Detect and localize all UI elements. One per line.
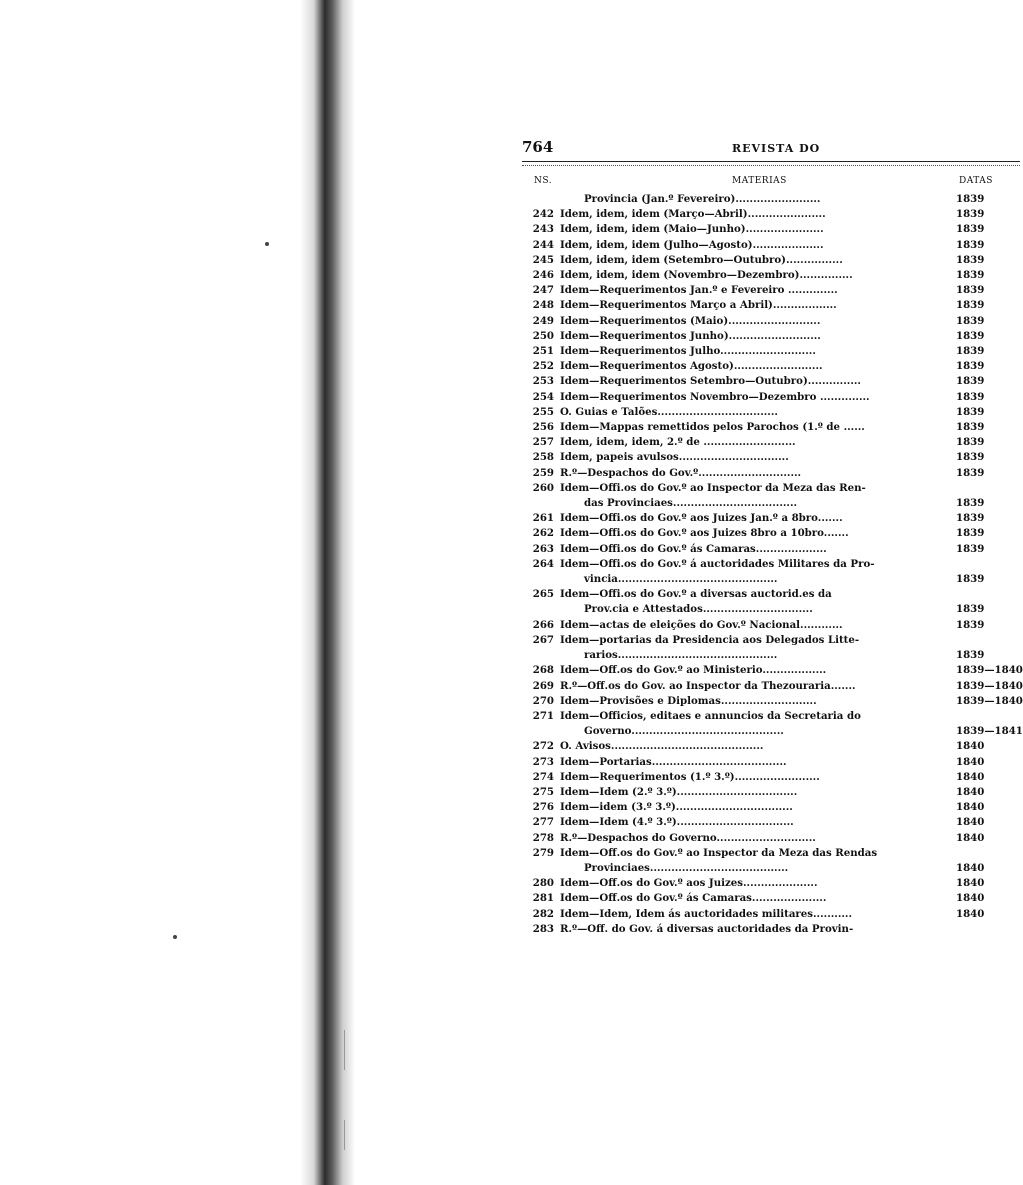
- page-header: [522, 138, 1020, 160]
- list-item: [522, 800, 1020, 815]
- entry-number: [522, 192, 560, 207]
- entry-text: Idem—Requerimentos (1.º 3.º)........................: [560, 770, 820, 783]
- list-item: [522, 679, 1023, 694]
- entry-number: [522, 496, 560, 511]
- entry-date: 1840: [956, 816, 985, 829]
- entry-text: Idem, idem, idem (Março—Abril)......................: [560, 208, 826, 221]
- entry-number: 268: [532, 664, 554, 677]
- entry-date: 1839: [956, 284, 985, 297]
- entry-number: [522, 724, 560, 739]
- entry-text: Idem—Offi.os do Gov.º á auctoridades Militares da Pro-: [560, 557, 875, 570]
- entry-date: 1839: [956, 329, 985, 342]
- entry-text: Idem—idem (3.º 3.º).................................: [560, 801, 793, 814]
- list-item: [522, 755, 1020, 770]
- entry-text: Idem, idem, idem, 2.º de ..........................: [560, 436, 796, 449]
- entry-text: Idem, idem, idem (Maio—Junho)......................: [560, 223, 824, 236]
- entry-date: 1839: [956, 527, 985, 540]
- entry-text: Provinciaes.......................................: [584, 861, 789, 874]
- list-item: [522, 192, 1020, 207]
- list-item: [522, 633, 1020, 648]
- list-item: [522, 344, 1020, 359]
- entry-text: Idem—portarias da Presidencia aos Delegados Litte-: [560, 633, 860, 646]
- entry-date: [916, 557, 956, 572]
- column-header-materias: MATERIAS: [732, 176, 787, 186]
- entry-date: 1839: [956, 390, 985, 403]
- entry-text: Idem, idem, idem (Julho—Agosto)....................: [560, 238, 824, 251]
- list-item: [522, 450, 1020, 465]
- entry-text: Idem—Idem (2.º 3.º)..................................: [560, 785, 798, 798]
- entry-date: 1839: [956, 345, 985, 358]
- page-number: 764: [522, 138, 554, 156]
- entry-date: 1839: [956, 542, 985, 555]
- entry-date: 1839—1841: [956, 725, 1023, 738]
- list-item: [522, 542, 1020, 557]
- entry-number: 267: [532, 633, 554, 646]
- list-item: [522, 268, 1020, 283]
- list-item: [522, 907, 1020, 922]
- list-item: [522, 663, 1023, 678]
- entry-text: R.º—Off.os do Gov. ao Inspector da Thezouraria.......: [560, 679, 856, 692]
- entry-number: 266: [532, 618, 554, 631]
- entry-number: [522, 648, 560, 663]
- entry-number: 262: [532, 527, 554, 540]
- entry-text: R.º—Off. do Gov. á diversas auctoridades da Provin-: [560, 922, 854, 935]
- entry-date: [916, 587, 956, 602]
- entry-date: 1840: [956, 740, 985, 753]
- entry-date: 1839: [956, 360, 985, 373]
- book-spine-shadow: [300, 0, 355, 1185]
- list-item: [522, 405, 1020, 420]
- list-item: [522, 861, 1020, 876]
- list-item: [522, 329, 1020, 344]
- list-item: [522, 511, 1020, 526]
- list-item: [522, 618, 1020, 633]
- entry-number: [522, 572, 560, 587]
- entry-text: Idem, idem, idem (Novembro—Dezembro)...............: [560, 269, 853, 282]
- entry-number: 274: [532, 770, 554, 783]
- list-item: [522, 466, 1020, 481]
- entry-number: 251: [532, 345, 554, 358]
- entry-date: 1839: [956, 223, 985, 236]
- entry-date: 1839: [956, 299, 985, 312]
- entry-number: 243: [532, 223, 554, 236]
- entry-text: O. Avisos...........................................: [560, 740, 764, 753]
- list-item: [522, 481, 1020, 496]
- entry-date: [916, 633, 956, 648]
- entry-number: 271: [532, 709, 554, 722]
- entry-number: 248: [532, 299, 554, 312]
- entry-text: Idem—Mappas remettidos pelos Parochos (1.º de ......: [560, 421, 865, 434]
- list-item: [522, 390, 1020, 405]
- entry-number: 279: [532, 846, 554, 859]
- entry-text: Idem—Offi.os do Gov.º aos Juizes Jan.º a 8bro.......: [560, 512, 843, 525]
- entry-number: 263: [532, 542, 554, 555]
- entry-date: 1839: [956, 603, 985, 616]
- list-item: [522, 770, 1020, 785]
- column-header-ns: NS.: [534, 176, 553, 186]
- entry-text: Idem—Requerimentos Setembro—Outubro)...............: [560, 375, 861, 388]
- entry-number: [522, 602, 560, 617]
- list-item: [522, 526, 1020, 541]
- entry-text: Idem—Provisões e Diplomas...........................: [560, 694, 817, 707]
- entry-text: O. Guias e Talões..................................: [560, 405, 778, 418]
- entry-date: 1840: [956, 892, 985, 905]
- entry-date: 1839: [956, 375, 985, 388]
- entry-number: 277: [532, 816, 554, 829]
- entry-number: [522, 861, 560, 876]
- entry-text: Idem—Off.os do Gov.º ao Inspector da Meza das Rendas: [560, 846, 878, 859]
- entry-text: Idem, papeis avulsos...............................: [560, 451, 789, 464]
- entry-number: 283: [532, 922, 554, 935]
- list-item: [522, 831, 1020, 846]
- entry-text: Idem—Offi.os do Gov.º ao Inspector da Meza das Ren-: [560, 481, 866, 494]
- list-item: [522, 222, 1020, 237]
- entry-text: Idem—Requerimentos (Maio)..........................: [560, 314, 821, 327]
- list-item: [522, 922, 1020, 937]
- entry-number: 276: [532, 801, 554, 814]
- entry-text: Idem—Requerimentos Agosto).........................: [560, 360, 823, 373]
- entry-number: 282: [532, 907, 554, 920]
- entry-date: 1839—1840: [956, 664, 1023, 677]
- list-item: [522, 724, 1023, 739]
- entry-number: 281: [532, 892, 554, 905]
- entry-number: 265: [532, 588, 554, 601]
- list-item: [522, 435, 1020, 450]
- entry-date: 1840: [956, 801, 985, 814]
- entry-number: 256: [532, 421, 554, 434]
- entry-text: Idem—Offi.os do Gov.º aos Juizes 8bro a 10bro.......: [560, 527, 849, 540]
- entry-number: 250: [532, 329, 554, 342]
- entry-date: 1839: [956, 436, 985, 449]
- entry-date: 1839: [956, 269, 985, 282]
- list-item: [522, 283, 1020, 298]
- entry-date: 1839: [956, 314, 985, 327]
- entry-text: Idem—actas de eleições do Gov.º Nacional............: [560, 618, 843, 631]
- running-title: REVISTA DO: [732, 142, 821, 155]
- entry-date: 1839: [956, 238, 985, 251]
- entry-text: Idem—Requerimentos Junho)..........................: [560, 329, 821, 342]
- paper-fleck: [265, 242, 269, 246]
- list-item: [522, 846, 1020, 861]
- entry-date: [916, 846, 956, 861]
- list-item: [522, 785, 1020, 800]
- list-item: [522, 891, 1020, 906]
- entry-text: Idem—Off.os do Gov.º aos Juizes.....................: [560, 877, 818, 890]
- column-header-datas: DATAS: [959, 176, 993, 186]
- entry-number: 259: [532, 466, 554, 479]
- list-item: [522, 587, 1020, 602]
- entry-date: 1840: [956, 785, 985, 798]
- entry-number: 260: [532, 481, 554, 494]
- entry-date: 1839: [956, 208, 985, 221]
- list-item: [522, 694, 1023, 709]
- list-item: [522, 298, 1020, 313]
- entry-text: Idem—Offi.os do Gov.º a diversas auctorid.es da: [560, 588, 832, 601]
- entry-date: 1840: [956, 755, 985, 768]
- entry-date: 1840: [956, 861, 985, 874]
- entry-text: Idem—Off.os do Gov.º ás Camaras.....................: [560, 892, 827, 905]
- list-item: [522, 876, 1020, 891]
- list-item: [522, 314, 1020, 329]
- paper-mark: [344, 1120, 345, 1150]
- entry-number: 269: [532, 679, 554, 692]
- entry-text: Idem—Requerimentos Março a Abril)..................: [560, 299, 837, 312]
- entry-number: 242: [532, 208, 554, 221]
- entry-text: Idem—Idem (4.º 3.º).................................: [560, 816, 794, 829]
- entry-number: 270: [532, 694, 554, 707]
- list-item: [522, 648, 1020, 663]
- entry-number: 247: [532, 284, 554, 297]
- entry-text: Idem, idem, idem (Setembro—Outubro)................: [560, 253, 843, 266]
- entry-number: 254: [532, 390, 554, 403]
- entry-number: 278: [532, 831, 554, 844]
- entry-number: 264: [532, 557, 554, 570]
- list-item: [522, 602, 1020, 617]
- entry-date: 1839: [956, 253, 985, 266]
- list-item: [522, 709, 1020, 724]
- entry-date: 1840: [956, 770, 985, 783]
- entry-text: Prov.cia e Attestados...............................: [584, 603, 813, 616]
- entry-date: 1839: [956, 497, 985, 510]
- book-page: [522, 138, 1023, 937]
- entry-text: Idem—Requerimentos Jan.º e Fevereiro ..............: [560, 284, 838, 297]
- entry-date: 1839: [956, 573, 985, 586]
- entry-text: das Provinciaes...................................: [584, 497, 798, 510]
- entry-date: 1840: [956, 877, 985, 890]
- entry-date: 1839: [956, 405, 985, 418]
- entry-number: 273: [532, 755, 554, 768]
- list-item: [522, 374, 1020, 389]
- entry-text: rarios.............................................: [584, 649, 778, 662]
- entry-date: 1840: [956, 907, 985, 920]
- paper-mark: [344, 1030, 345, 1070]
- entry-date: 1839: [956, 193, 985, 205]
- entry-number: 245: [532, 253, 554, 266]
- entry-number: 272: [532, 740, 554, 753]
- entry-text: vincia.............................................: [584, 573, 778, 586]
- entry-text: Provincia (Jan.º Fevereiro)........................: [584, 193, 821, 205]
- entry-text: Idem—Requerimentos Julho...........................: [560, 345, 816, 358]
- list-item: [522, 420, 1020, 435]
- list-item: [522, 359, 1020, 374]
- paper-fleck: [173, 935, 177, 939]
- list-item: [522, 238, 1020, 253]
- list-item: [522, 572, 1020, 587]
- entry-number: 261: [532, 512, 554, 525]
- entry-number: 252: [532, 360, 554, 373]
- entry-number: 244: [532, 238, 554, 251]
- column-headers: [522, 166, 1020, 192]
- entry-text: Governo...........................................: [584, 725, 784, 738]
- entry-text: Idem—Idem, Idem ás auctoridades militares...........: [560, 907, 853, 920]
- list-item: [522, 207, 1020, 222]
- entry-date: 1839: [956, 512, 985, 525]
- entry-date: 1839: [956, 618, 985, 631]
- entry-text: R.º—Despachos do Governo............................: [560, 831, 816, 844]
- entry-number: 249: [532, 314, 554, 327]
- entry-number: 275: [532, 785, 554, 798]
- list-item: [522, 253, 1020, 268]
- entry-text: Idem—Offi.os do Gov.º ás Camaras....................: [560, 542, 827, 555]
- entry-text: R.º—Despachos do Gov.º.............................: [560, 466, 802, 479]
- entry-number: 253: [532, 375, 554, 388]
- entry-date: 1839: [956, 421, 985, 434]
- entry-date: 1839: [956, 451, 985, 464]
- entry-date: [916, 481, 956, 496]
- entry-date: 1839: [956, 466, 985, 479]
- list-item: [522, 815, 1020, 830]
- entry-number: 246: [532, 269, 554, 282]
- entry-date: 1839—1840: [956, 694, 1023, 707]
- entry-date: 1840: [956, 831, 985, 844]
- entry-number: 255: [532, 405, 554, 418]
- entry-number: 257: [532, 436, 554, 449]
- entry-number: 280: [532, 877, 554, 890]
- entry-date: 1839: [956, 649, 985, 662]
- entry-text: Idem—Portarias......................................: [560, 755, 787, 768]
- entry-number: 258: [532, 451, 554, 464]
- entry-text: Idem—Off.os do Gov.º ao Ministerio..................: [560, 664, 827, 677]
- entry-text: Idem—Officios, editaes e annuncios da Secretaria do: [560, 709, 861, 722]
- list-item: [522, 557, 1020, 572]
- list-item: [522, 496, 1020, 511]
- entries-list: [522, 192, 1023, 937]
- list-item: [522, 739, 1020, 754]
- entry-date: [916, 922, 956, 937]
- entry-date: [916, 709, 956, 724]
- entry-date: 1839—1840: [956, 679, 1023, 692]
- entry-text: Idem—Requerimentos Novembro—Dezembro ..............: [560, 390, 870, 403]
